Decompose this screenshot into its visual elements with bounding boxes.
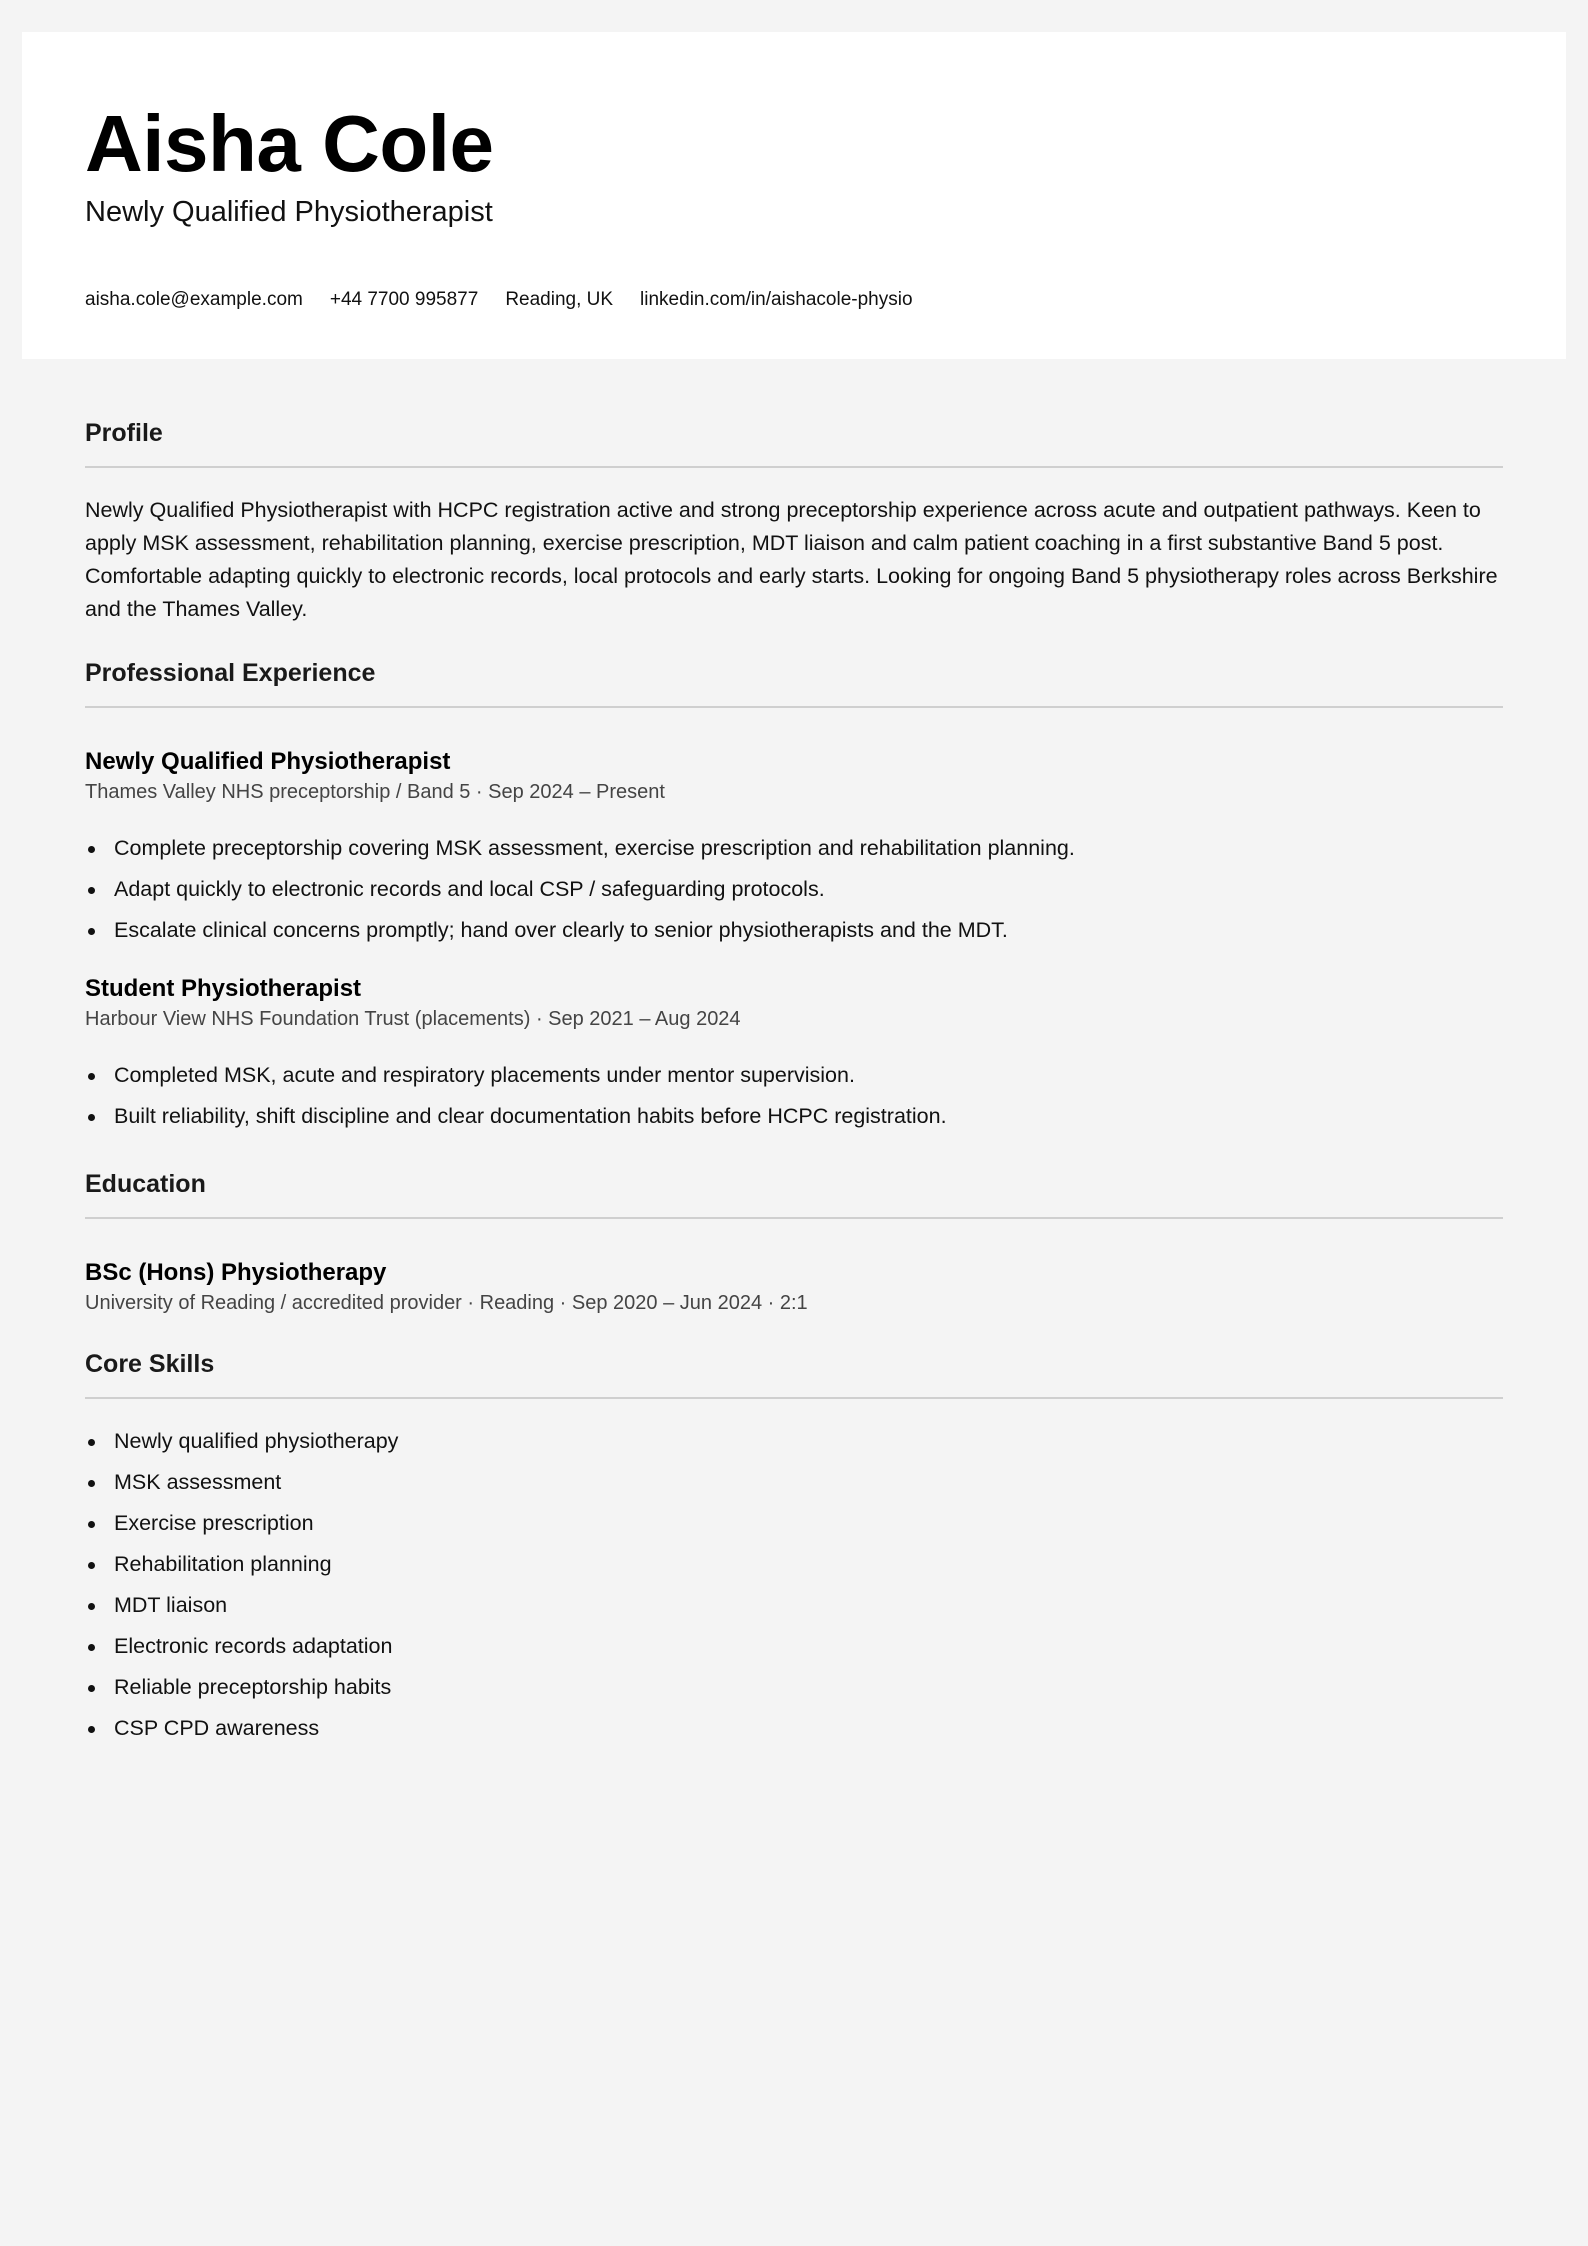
- experience-entry: [85, 973, 1503, 1137]
- job-title: Newly Qualified Physiotherapist: [85, 748, 451, 775]
- bullet-item: Completed MSK, acute and respiratory placements under mentor supervision.: [114, 1055, 1503, 1096]
- contact-email: aisha.cole@example.com: [85, 289, 303, 310]
- profile-summary: Newly Qualified Physiotherapist with HCPC registration active and strong preceptorship experience across acute and outpatient pathways. Keen to apply MSK assessment, rehabilitation planning, exercise prescription, MDT liaison and calm patient coaching in a first substantive Band 5 post. Comfortable adapting quickly to electronic records, local protocols and early starts. Looking for ongoing Band 5 physiotherapy roles across Berkshire and the Thames Valley.: [85, 498, 1498, 621]
- education-entry: [85, 1257, 1503, 1317]
- bullet-item: Adapt quickly to electronic records and local CSP / safeguarding protocols.: [114, 869, 1503, 910]
- bullet-item: Escalate clinical concerns promptly; hand over clearly to senior physiotherapists and the MDT.: [114, 910, 1503, 951]
- section-divider: [85, 1397, 1503, 1399]
- skill-item: MSK assessment: [114, 1462, 1503, 1503]
- education-section: [85, 1163, 1503, 1317]
- section-heading-skills: Core Skills: [85, 1350, 215, 1378]
- job-meta: Thames Valley NHS preceptorship / Band 5 · Sep 2024 – Present: [85, 781, 665, 803]
- experience-section: [85, 652, 1503, 1137]
- candidate-name: Aisha Cole: [85, 99, 494, 188]
- experience-entry: [85, 746, 1503, 951]
- section-divider: [85, 1217, 1503, 1219]
- skill-item: Exercise prescription: [114, 1503, 1503, 1544]
- header-card: [22, 32, 1566, 359]
- section-heading-profile: Profile: [85, 419, 163, 447]
- skill-item: Rehabilitation planning: [114, 1544, 1503, 1585]
- job-title: Student Physiotherapist: [85, 975, 362, 1002]
- skill-item: Reliable preceptorship habits: [114, 1667, 1503, 1708]
- contact-location: Reading, UK: [505, 289, 614, 310]
- skill-item: MDT liaison: [114, 1585, 1503, 1626]
- profile-section: [85, 412, 1503, 626]
- section-divider: [85, 466, 1503, 468]
- section-heading-education: Education: [85, 1170, 206, 1198]
- contact-phone: +44 7700 995877: [329, 289, 479, 310]
- job-meta: Harbour View NHS Foundation Trust (placements) · Sep 2021 – Aug 2024: [85, 1008, 741, 1030]
- candidate-title: Newly Qualified Physiotherapist: [85, 196, 493, 228]
- job-bullets: [85, 1055, 1503, 1137]
- skill-item: Newly qualified physiotherapy: [114, 1421, 1503, 1462]
- resume-body: [85, 412, 1503, 1749]
- job-bullets: [85, 828, 1503, 951]
- bullet-item: Complete preceptorship covering MSK assessment, exercise prescription and rehabilitation planning.: [114, 828, 1503, 869]
- contact-linkedin: linkedin.com/in/aishacole-physio: [640, 289, 913, 310]
- skills-section: [85, 1343, 1503, 1749]
- skill-item: Electronic records adaptation: [114, 1626, 1503, 1667]
- section-divider: [85, 706, 1503, 708]
- skill-item: CSP CPD awareness: [114, 1708, 1503, 1749]
- skills-list: [85, 1421, 1503, 1749]
- contact-line: [85, 288, 913, 312]
- degree-meta: University of Reading / accredited provider · Reading · Sep 2020 – Jun 2024 · 2:1: [85, 1292, 808, 1314]
- bullet-item: Built reliability, shift discipline and clear documentation habits before HCPC registration.: [114, 1096, 1503, 1137]
- degree-title: BSc (Hons) Physiotherapy: [85, 1259, 387, 1286]
- section-heading-experience: Professional Experience: [85, 659, 376, 687]
